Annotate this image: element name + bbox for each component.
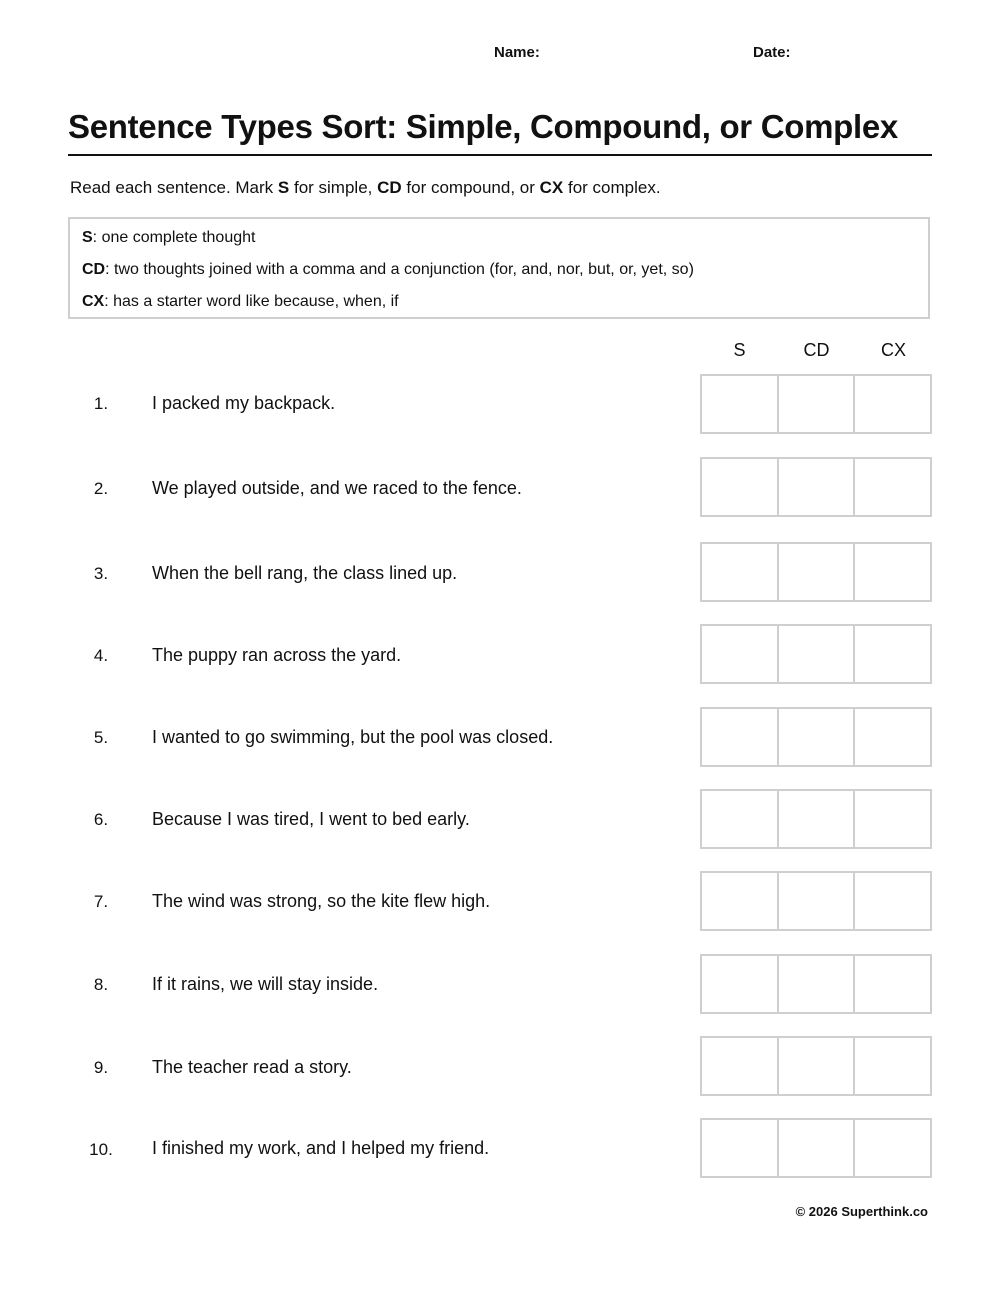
sentence-text: I packed my backpack.	[152, 393, 336, 413]
instructions-text: for compound, or	[401, 178, 540, 197]
answer-box-cd[interactable]	[777, 956, 854, 1012]
item-number: 7.	[93, 892, 109, 911]
answer-box-cd[interactable]	[777, 376, 854, 432]
instructions-cd: CD	[377, 178, 402, 197]
column-header-cd: CD	[803, 340, 830, 360]
answer-box-s[interactable]	[702, 1120, 777, 1176]
key-compound	[82, 261, 694, 279]
page-title: Sentence Types Sort: Simple, Compound, or Complex	[68, 108, 898, 145]
answer-boxes	[700, 1036, 932, 1096]
item-number: 8.	[93, 975, 109, 994]
sentence-text: If it rains, we will stay inside.	[152, 974, 379, 994]
answer-boxes	[700, 624, 932, 684]
copyright-footer: © 2026 Superthink.co	[795, 1204, 928, 1219]
answer-box-s[interactable]	[702, 709, 777, 765]
instructions-text: for complex.	[563, 178, 661, 197]
answer-boxes	[700, 954, 932, 1014]
column-header-s: S	[733, 340, 746, 360]
sentence-text: When the bell rang, the class lined up.	[152, 563, 458, 583]
answer-boxes	[700, 457, 932, 517]
key-term: CD	[82, 261, 106, 278]
instructions-text: Read each sentence. Mark	[70, 178, 278, 197]
answer-box-cx[interactable]	[853, 1120, 930, 1176]
answer-box-cd[interactable]	[777, 459, 854, 515]
instructions-text: for simple,	[289, 178, 378, 197]
answer-box-cx[interactable]	[853, 459, 930, 515]
answer-box-cx[interactable]	[853, 873, 930, 929]
sentence-text: I finished my work, and I helped my friend.	[152, 1138, 490, 1158]
item-number: 3.	[93, 564, 109, 583]
answer-box-cd[interactable]	[777, 544, 854, 600]
key-definition: : has a starter word like because, when, if	[104, 293, 399, 310]
answer-box-s[interactable]	[702, 1038, 777, 1094]
item-number: 6.	[93, 810, 109, 829]
item-number: 1.	[93, 394, 109, 413]
sentence-text: I wanted to go swimming, but the pool was closed.	[152, 727, 554, 747]
answer-boxes	[700, 1118, 932, 1178]
key-term: S	[82, 229, 93, 246]
instructions-cx: CX	[539, 178, 564, 197]
sentence-text: We played outside, and we raced to the fence.	[152, 478, 522, 498]
answer-box-cx[interactable]	[853, 1038, 930, 1094]
answer-box-cd[interactable]	[777, 873, 854, 929]
answer-boxes	[700, 871, 932, 931]
key-simple	[82, 229, 255, 247]
answer-box-s[interactable]	[702, 873, 777, 929]
answer-box-cd[interactable]	[777, 626, 854, 682]
answer-boxes	[700, 707, 932, 767]
key-box	[68, 217, 930, 319]
sentence-text: The teacher read a story.	[152, 1057, 352, 1077]
instructions	[70, 178, 661, 198]
answer-box-s[interactable]	[702, 544, 777, 600]
sentence-text: Because I was tired, I went to bed early.	[152, 809, 470, 829]
sentence-text: The puppy ran across the yard.	[152, 645, 402, 665]
item-number: 4.	[93, 646, 109, 665]
answer-box-cx[interactable]	[853, 626, 930, 682]
instructions-s: S	[277, 178, 290, 197]
date-label: Date:	[753, 44, 791, 61]
answer-boxes	[700, 542, 932, 602]
answer-box-cx[interactable]	[853, 956, 930, 1012]
name-label: Name:	[494, 44, 540, 61]
sentence-text: The wind was strong, so the kite flew high.	[152, 891, 491, 911]
answer-boxes	[700, 789, 932, 849]
answer-box-cd[interactable]	[777, 1120, 854, 1176]
item-number: 5.	[93, 728, 109, 747]
item-number: 9.	[93, 1058, 109, 1077]
item-number: 10.	[89, 1140, 113, 1159]
answer-box-cx[interactable]	[853, 709, 930, 765]
key-definition: : two thoughts joined with a comma and a conjunction (for, and, nor, but, or, yet, so)	[105, 261, 694, 278]
answer-box-cx[interactable]	[853, 376, 930, 432]
key-term: CX	[82, 293, 105, 310]
answer-box-s[interactable]	[702, 376, 777, 432]
title-divider	[68, 154, 932, 156]
answer-box-s[interactable]	[702, 626, 777, 682]
answer-box-cd[interactable]	[777, 709, 854, 765]
column-header-cx: CX	[880, 340, 906, 360]
key-definition: : one complete thought	[92, 229, 256, 246]
answer-box-s[interactable]	[702, 956, 777, 1012]
answer-box-cx[interactable]	[853, 791, 930, 847]
item-number: 2.	[93, 479, 109, 498]
answer-box-s[interactable]	[702, 791, 777, 847]
answer-box-cx[interactable]	[853, 544, 930, 600]
answer-boxes	[700, 374, 932, 434]
answer-box-s[interactable]	[702, 459, 777, 515]
answer-box-cd[interactable]	[777, 1038, 854, 1094]
answer-box-cd[interactable]	[777, 791, 854, 847]
key-complex	[82, 293, 399, 311]
